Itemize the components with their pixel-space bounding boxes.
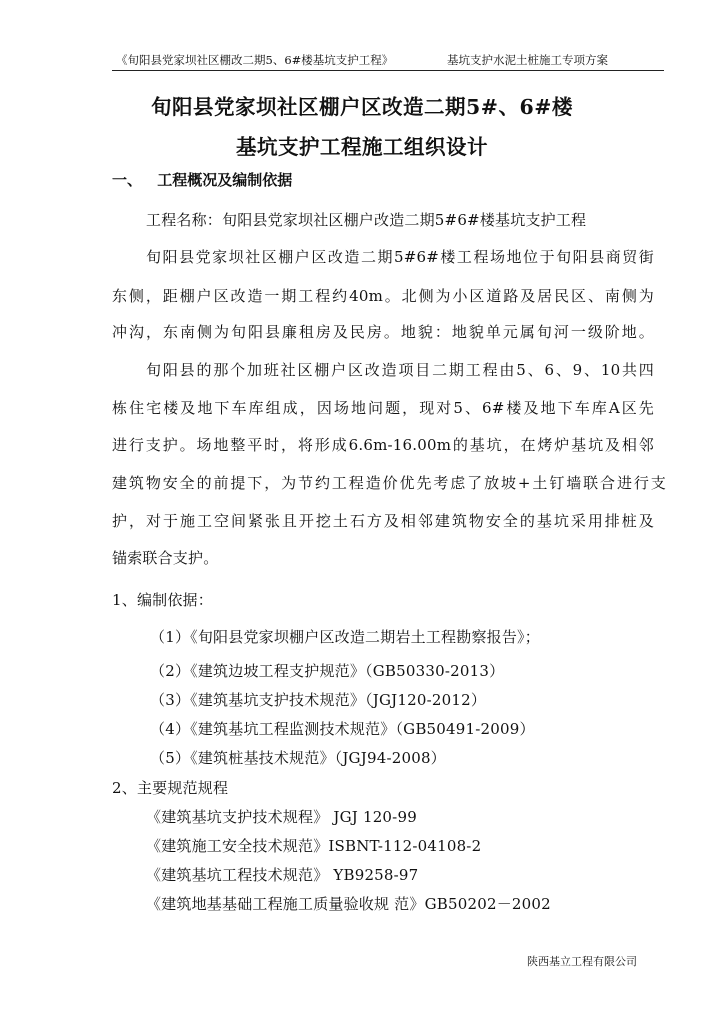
document-title-line-1: 旬阳县党家坝社区棚户区改造二期5#、6#楼	[151, 95, 573, 119]
basis-heading: 1、编制依据：	[112, 591, 213, 609]
regulation-item-4: 《建筑地基基础工程施工质量验收规 范》GB50202－2002	[146, 895, 551, 913]
regulation-item-2: 《建筑施工安全技术规范》ISBNT-112-04108-2	[146, 837, 482, 855]
basis-item-1: （1）《旬阳县党家坝棚户区改造二期岩土工程勘察报告》；	[150, 628, 540, 646]
basis-item-4: （4）《建筑基坑工程监测技术规范》（GB50491-2009）	[150, 720, 535, 738]
para2-line-2: 栋住宅楼及地下车库组成，因场地问题，现对5、6#楼及地下车库A区先	[112, 399, 654, 417]
section-number: 一、	[112, 171, 143, 189]
document-title-line-2: 基坑支护工程施工组织设计	[236, 135, 488, 159]
para1-line-1: 旬阳县党家坝社区棚户区改造二期5#6#楼工程场地位于旬阳县商贸街	[146, 248, 654, 266]
basis-item-5: （5）《建筑桩基技术规范》（JGJ94-2008）	[150, 749, 446, 767]
project-name-line: 工程名称：旬阳县党家坝社区棚户改造二期5#6#楼基坑支护工程	[146, 211, 587, 229]
header-project-title: 《旬阳县党家坝社区棚改二期5、6#楼基坑支护工程》	[116, 53, 394, 67]
header-document-type: 基坑支护水泥土桩施工专项方案	[447, 53, 608, 67]
basis-item-3: （3）《建筑基坑支护技术规范》（JGJ120-2012）	[150, 691, 487, 709]
basis-item-2: （2）《建筑边坡工程支护规范》（GB50330-2013）	[150, 662, 505, 680]
para2-line-4: 建筑物安全的前提下，为节约工程造价优先考虑了放坡+土钉墙联合进行支	[112, 474, 666, 492]
para2-line-5: 护，对于施工空间紧张且开挖土石方及相邻建筑物安全的基坑采用排桩及	[112, 512, 654, 530]
para1-line-3: 冲沟，东南侧为旬阳县廉租房及民房。地貌：地貌单元属旬河一级阶地。	[112, 323, 654, 341]
para2-line-6: 锚索联合支护。	[112, 549, 219, 567]
section-heading	[112, 169, 292, 190]
section-title: 工程概况及编制依据	[157, 171, 293, 189]
para2-line-3: 进行支护。场地整平时，将形成6.6m-16.00m的基坑，在烤炉基坑及相邻	[112, 436, 654, 454]
para2-line-1: 旬阳县的那个加班社区棚户区改造项目二期工程由5、6、9、10共四	[146, 361, 654, 379]
para1-line-2: 东侧，距棚户区改造一期工程约40m。北侧为小区道路及居民区、南侧为	[112, 287, 654, 305]
regulation-item-1: 《建筑基坑支护技术规程》 JGJ 120-99	[146, 808, 417, 826]
page-header	[112, 50, 664, 71]
regulation-item-3: 《建筑基坑工程技术规范》 YB9258-97	[146, 866, 419, 884]
page-footer-company: 陕西基立工程有限公司	[527, 955, 637, 968]
regulations-heading: 2、主要规范规程	[112, 779, 229, 797]
